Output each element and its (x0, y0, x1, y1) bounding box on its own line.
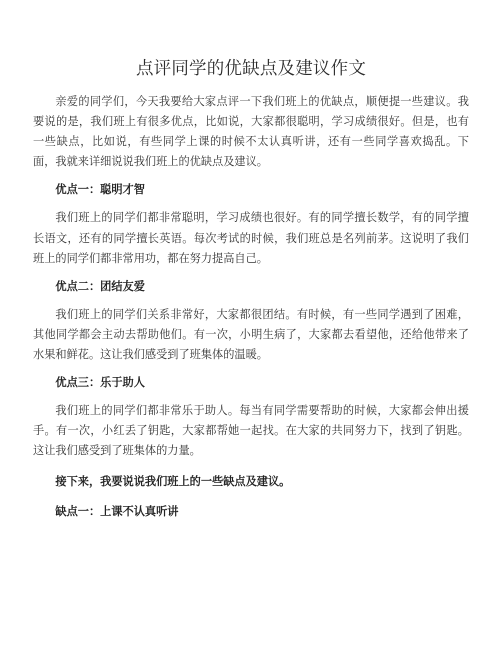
spacer (33, 492, 469, 502)
spacer (33, 269, 469, 277)
section-heading-3: 优点三：乐于助人 (55, 376, 145, 390)
section-heading-2: 优点二：团结友爱 (55, 279, 145, 293)
document-title: 点评同学的优缺点及建议作文 (135, 59, 367, 79)
weakness-heading-1: 缺点一：上课不认真听讲 (55, 504, 179, 518)
spacer (33, 393, 469, 401)
section-heading-1: 优点一：聪明才智 (55, 183, 145, 197)
section-body-3: 我们班上的同学们都非常乐于助人。每当有同学需要帮助的时候，大家都会伸出援手。有一次，小红丢了钥匙，大家都帮她一起找。在大家的共同努力下，找到了钥匙。这让我们感受到了班集体的力量。 (33, 404, 469, 458)
transition-heading: 接下来，我要说说我们班上的一些缺点及建议。 (55, 474, 291, 488)
spacer (33, 200, 469, 208)
section-body-1: 我们班上的同学们都非常聪明，学习成绩也很好。有的同学擅长数学，有的同学擅长语文，还有的同学擅长英语。每次考试的时候，我们班总是名列前茅。这说明了我们班上的同学们都非常用功，都在努力提高自己。 (33, 211, 469, 265)
spacer (33, 172, 469, 180)
spacer (33, 297, 469, 305)
spacer (33, 83, 469, 92)
section-body-2: 我们班上的同学们关系非常好，大家都很团结。有时候，有一些同学遇到了困难，其他同学都会主动去帮助他们。有一次，小明生病了，大家都去看望他，还给他带来了水果和鲜花。这让我们感受到了班集体的温暖。 (33, 307, 469, 362)
spacer (33, 462, 469, 472)
spacer (33, 365, 469, 373)
intro-paragraph: 亲爱的同学们，今天我要给大家点评一下我们班上的优缺点，顺便提一些建议。我要说的是，我们班上有很多优点，比如说，大家都很聪明，学习成绩很好。但是，也有一些缺点，比如说，有些同学上课的时候不太认真听讲，还有一些同学喜欢捣乱。下面，我就来详细说说我们班上的优缺点及建议。 (33, 95, 469, 169)
